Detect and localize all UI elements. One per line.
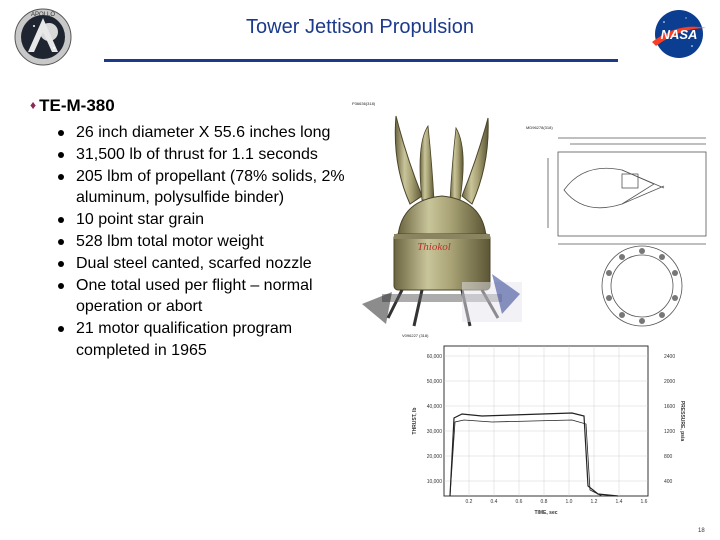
bullet-dot-icon: [58, 326, 64, 332]
graph-caption: V096227 (318): [402, 333, 429, 338]
svg-text:400: 400: [664, 479, 673, 485]
thrust-curve-graph: [402, 336, 692, 522]
slide-title: Tower Jettison Propulsion: [246, 16, 474, 38]
svg-text:2400: 2400: [664, 354, 676, 360]
diamond-bullet-icon: ♦: [30, 98, 37, 112]
bullet-dot-icon: [58, 152, 64, 158]
svg-text:10,000: 10,000: [426, 479, 442, 485]
apollo-logo-text: APOLLO: [30, 12, 56, 18]
list-item: 26 inch diameter X 55.6 inches long: [56, 122, 354, 144]
svg-text:50,000: 50,000: [426, 379, 442, 385]
svg-text:40,000: 40,000: [426, 404, 442, 410]
svg-text:1.2: 1.2: [590, 499, 598, 505]
list-item: 205 lbm of propellant (78% solids, 2% aluminum, polysulfide binder): [56, 166, 354, 210]
list-item: 10 point star grain: [56, 209, 354, 231]
svg-text:0.6: 0.6: [515, 499, 523, 505]
thiokol-brand-text: Thiokol: [417, 241, 451, 253]
spec-list: [56, 122, 354, 362]
list-item: 528 lbm total motor weight: [56, 231, 354, 253]
bullet-dot-icon: [58, 239, 64, 245]
list-item: One total used per flight – normal operation or abort: [56, 275, 354, 319]
svg-text:1200: 1200: [664, 429, 676, 435]
list-item: 31,500 lb of thrust for 1.1 seconds: [56, 144, 354, 166]
list-item: Dual steel canted, scarfed nozzle: [56, 253, 354, 275]
svg-text:1.6: 1.6: [640, 499, 648, 505]
svg-text:THRUST, lb: THRUST, lb: [412, 407, 418, 435]
bullet-dot-icon: [58, 130, 64, 136]
svg-text:1.4: 1.4: [615, 499, 623, 505]
svg-text:0.2: 0.2: [465, 499, 473, 505]
svg-text:PRESSURE, psia: PRESSURE, psia: [679, 400, 685, 442]
photo-caption: P36636(318): [352, 101, 376, 106]
svg-text:0.8: 0.8: [540, 499, 548, 505]
svg-text:1.0: 1.0: [565, 499, 573, 505]
title-divider: [104, 59, 618, 62]
bullet-dot-icon: [58, 283, 64, 289]
svg-text:TIME, sec: TIME, sec: [534, 510, 558, 516]
drawing-caption: MD96278(318): [526, 125, 553, 130]
svg-text:0.4: 0.4: [490, 499, 498, 505]
svg-text:800: 800: [664, 454, 673, 460]
svg-text:2000: 2000: [664, 379, 676, 385]
page-number: 18: [698, 528, 705, 534]
section-heading-text: TE-M-380: [39, 96, 115, 115]
svg-text:60,000: 60,000: [426, 354, 442, 360]
bullet-dot-icon: [58, 261, 64, 267]
svg-text:30,000: 30,000: [426, 429, 442, 435]
bullet-dot-icon: [58, 174, 64, 180]
svg-text:20,000: 20,000: [426, 454, 442, 460]
rocket-motor-photo: [352, 104, 532, 336]
section-heading: [30, 96, 115, 116]
nasa-logo-text: NASA: [660, 27, 698, 42]
nasa-logo-icon: [648, 8, 710, 60]
list-item: 21 motor qualification program completed in 1965: [56, 318, 354, 362]
bullet-dot-icon: [58, 217, 64, 223]
motor-drawing: [524, 128, 716, 332]
svg-text:1600: 1600: [664, 404, 676, 410]
